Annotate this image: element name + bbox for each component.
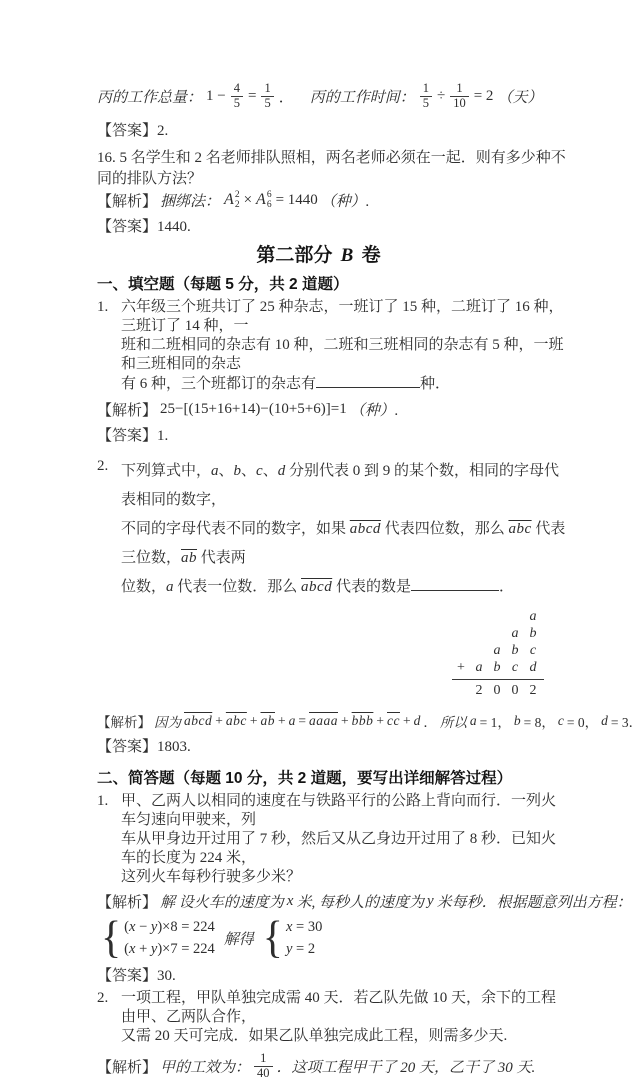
overline-aaaa: aaaa [309, 713, 338, 729]
times-sign: × [243, 191, 253, 208]
left-brace: { [101, 913, 122, 964]
fill1-line2: 班和二班相同的杂志有 10 种，二班和三班相同的杂志有 5 种，一班和三班相同的杂志 [121, 337, 564, 373]
fill1-line3: 有 6 种，三个班都订的杂志有 种． [121, 376, 451, 393]
left-brace: { [262, 913, 283, 964]
fraction-1-10: $\frac{1}{10}$ [450, 82, 469, 111]
answer-line-fill1: 【答案】1. [97, 428, 169, 445]
analysis-line-fill2: 【解析】 因为 abcd + $\overline{abc}$ + $\overline{ab}$ + a = aaaa + $\overline{bbb}$ + $\overline{cc}$ + d ． 所以 a = 1， b = 8， c = 0， d = 3． [97, 713, 642, 731]
equation-system [101, 913, 568, 964]
sa2-line2: 又需 20 天可完成．如果乙队单独完成此工程，则需多少天. [121, 1028, 508, 1045]
short-answer-item-2 [97, 989, 568, 1046]
prev-solution-line [97, 82, 568, 111]
system-equations [124, 916, 215, 960]
equation-1: (x − y)×8 = 224 [124, 919, 215, 936]
item-number: 1. [97, 793, 109, 810]
method-label: 捆绑法： [160, 193, 221, 210]
item-number: 1. [97, 299, 109, 316]
equals-2: = 2 [473, 87, 494, 104]
permutation-A-6-6: A 6 6 [256, 189, 272, 211]
plus-sign: + [457, 660, 465, 676]
analysis-line-fill1 [97, 399, 568, 420]
expr-lead: 1 − [206, 87, 226, 104]
unit-kinds: （种）. [349, 403, 399, 420]
overline-ab: $\overline{ab}$ [181, 550, 198, 567]
analysis-label: 【解析】 [97, 895, 158, 912]
solution-x: x = 30 [285, 919, 323, 936]
analysis-line-sa1: 【解析】 解 设火车的速度为 x 米, 每秒人的速度为 y 米每秒．根据题意列出方程： [97, 893, 632, 912]
overline-ab: $\overline{ab}$ [260, 713, 275, 729]
overline-cc: $\overline{cc}$ [387, 713, 400, 729]
analysis-label: 【解析】 [97, 403, 158, 420]
volume-letter: B [340, 245, 354, 267]
short-answer-item-1 [97, 792, 568, 887]
fill2-line1: 下列算式中，a、b、c、d 分别代表 0 到 9 的某个数，相同的字母代表相同的数字， [121, 463, 559, 509]
analysis-line-q16 [97, 190, 568, 212]
section-1-heading: 一、填空题（每题 5 分，共 2 道题） [97, 276, 349, 294]
part-b-heading: 第二部分 B 卷 [256, 245, 381, 267]
period: ． [278, 89, 294, 106]
blank-underline [316, 374, 420, 388]
analysis-label: 【解析】 [97, 1060, 158, 1077]
solution-y: y = 2 [285, 941, 316, 958]
answer-line-sa1: 【答案】30. [97, 968, 176, 985]
column-addition [452, 608, 544, 699]
equation-2: (x + y)×7 = 224 [124, 941, 215, 958]
overline-abcd: abcd [349, 521, 381, 538]
fraction-1-5b: $\frac{1}{5}$ [420, 82, 432, 111]
analysis-label: 【解析】 [97, 715, 151, 731]
analysis-label: 【解析】 [97, 193, 158, 210]
overline-bbb: $\overline{bbb}$ [351, 713, 374, 729]
addend-row-3: a b c [493, 643, 537, 659]
fraction-4-5: $\frac{4}{5}$ [231, 82, 243, 111]
overline-abcd: abcd [301, 579, 333, 596]
fill1-formula: 25−[(15+16+14)−(10+5+6)]=1 [160, 401, 347, 418]
sum-row: 2 0 0 2 [452, 679, 544, 699]
solve-label: 解得 [223, 931, 254, 948]
section-2-heading: 二、简答题（每题 10 分，共 2 道题，要写出详细解答过程） [97, 770, 513, 788]
fraction-1-5: $\frac{1}{5}$ [261, 82, 273, 111]
solution-values [286, 916, 322, 960]
sa2-line1: 一项工程，甲队单独完成需 40 天．若乙队先做 10 天，余下的工程由甲、乙两队合作， [121, 990, 557, 1026]
blank-underline [411, 577, 499, 591]
overline-abc: $\overline{abc}$ [225, 713, 247, 729]
divide-sign: ÷ [436, 87, 446, 104]
addend-row-4: + a b c d [452, 659, 544, 676]
work-time-label: 丙的工作时间： [309, 89, 415, 106]
item-number: 2. [97, 990, 109, 1007]
answer-line-q15: 【答案】2. [97, 122, 169, 139]
fill2-line2: 不同的字母代表不同的数字，如果 abcd 代表四位数，那么 $\overline{abc}$ 代表三位数，$\overline{ab}$ 代表两 [121, 521, 566, 567]
equals-sign: = [247, 87, 257, 104]
permutation-A-2-2: A 2 2 [224, 189, 240, 211]
fraction-1-40: $\frac{1}{40}$ [254, 1052, 273, 1081]
work-total-label: 丙的工作总量： [97, 89, 203, 106]
fill-item-1 [97, 298, 568, 394]
fill2-line3: 位数，a 代表一位数．那么 abcd 代表的数是 ． [121, 579, 514, 596]
addend-row-1: a [529, 609, 537, 625]
unit-days: （天） [497, 89, 543, 106]
fill-item-2 [97, 457, 568, 602]
overline-abc: $\overline{abc}$ [508, 521, 532, 538]
answer-line-fill2: 【答案】1803. [97, 739, 191, 756]
answer-line-q16: 【答案】1440. [97, 219, 191, 236]
overline-abcd: abcd [184, 713, 213, 729]
item-number: 2. [97, 458, 109, 475]
sa1-line1: 甲、乙两人以相同的速度在与铁路平行的公路上背向而行．一列火车匀速向甲驶来，列 [121, 793, 557, 829]
unit-kinds: （种）. [320, 193, 370, 210]
addend-row-2: a b [511, 626, 537, 642]
result-1440: = 1440 [275, 191, 318, 208]
sa1-line3: 这列火车每秒行驶多少米？ [121, 869, 302, 886]
analysis-line-sa2: 【解析】 甲的工效为： $\frac{1}{40}$ ．这项工程甲干了 20 天，乙干了 30 天. [97, 1051, 536, 1081]
sa1-line2: 车从甲身边开过用了 7 秒，然后又从乙身边开过用了 8 秒．已知火车的长度为 224 米， [121, 831, 557, 867]
fill1-line1: 六年级三个班共订了 25 种杂志，一班订了 15 种，二班订了 16 种，三班订了 14 种，一 [121, 299, 564, 335]
question-16: 16. 5 名学生和 2 名老师排队照相，两名老师必须在一起．则有多少种不同的排队方法？ [97, 149, 566, 187]
